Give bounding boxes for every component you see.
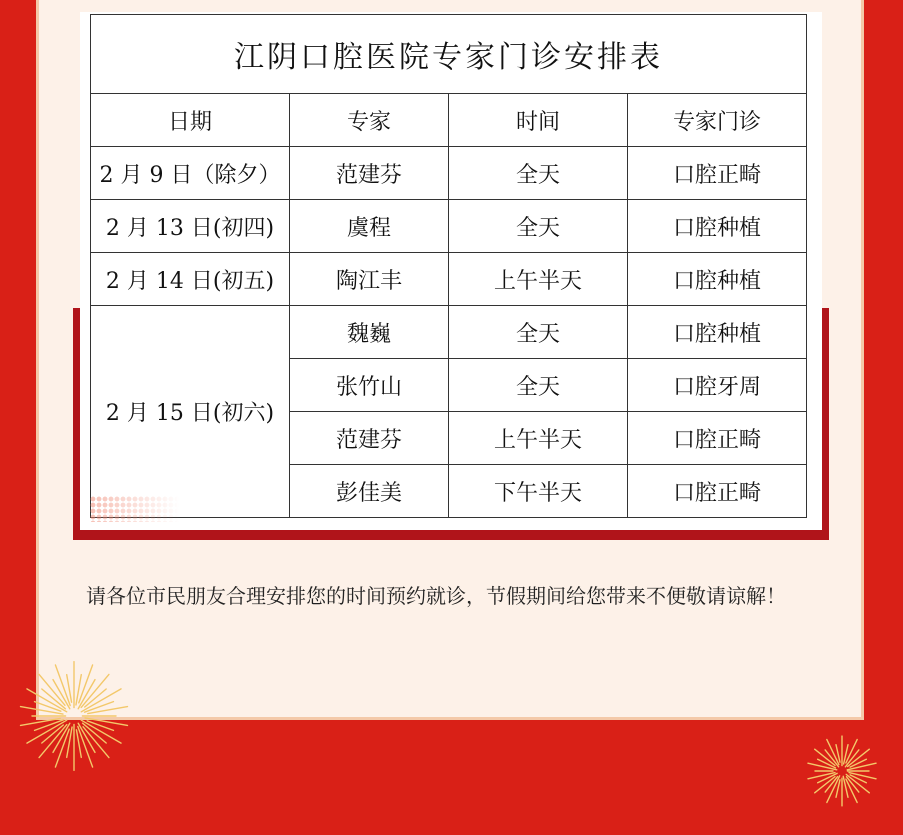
cell-clinic: 口腔种植: [628, 253, 807, 306]
cell-date: 2 月 9 日（除夕）: [91, 147, 290, 200]
cell-clinic: 口腔种植: [628, 200, 807, 253]
firework-icon: [18, 660, 130, 772]
notice-text: 请各位市民朋友合理安排您的时间预约就诊，节假期间给您带来不便敬请谅解！: [86, 584, 786, 608]
table-row: [91, 200, 807, 253]
schedule-table: [90, 14, 807, 518]
header-clinic: 专家门诊: [628, 94, 807, 147]
cell-expert: 彭佳美: [290, 465, 449, 518]
cell-clinic: 口腔种植: [628, 306, 807, 359]
header-time: 时间: [449, 94, 628, 147]
cell-clinic: 口腔正畸: [628, 147, 807, 200]
cell-clinic: 口腔正畸: [628, 412, 807, 465]
table-row: [91, 253, 807, 306]
header-expert: 专家: [290, 94, 449, 147]
firework-icon: [806, 735, 878, 807]
cell-time: 全天: [449, 359, 628, 412]
cell-time: 下午半天: [449, 465, 628, 518]
cell-expert: 范建芬: [290, 412, 449, 465]
cell-expert: 魏巍: [290, 306, 449, 359]
cell-clinic: 口腔牙周: [628, 359, 807, 412]
cell-expert: 张竹山: [290, 359, 449, 412]
cell-date: 2 月 13 日(初四): [91, 200, 290, 253]
header-date: 日期: [91, 94, 290, 147]
cell-clinic: 口腔正畸: [628, 465, 807, 518]
schedule-card: [80, 12, 822, 530]
cell-date: 2 月 15 日(初六): [91, 306, 290, 518]
cell-time: 全天: [449, 200, 628, 253]
cell-date: 2 月 14 日(初五): [91, 253, 290, 306]
dot-pattern-decoration: [90, 496, 180, 522]
cell-expert: 范建芬: [290, 147, 449, 200]
cell-time: 全天: [449, 147, 628, 200]
table-row: [91, 147, 807, 200]
cell-time: 全天: [449, 306, 628, 359]
cell-expert: 虞程: [290, 200, 449, 253]
table-header-row: [91, 94, 807, 147]
table-row: [91, 306, 807, 359]
cell-expert: 陶江丰: [290, 253, 449, 306]
cell-time: 上午半天: [449, 412, 628, 465]
cell-time: 上午半天: [449, 253, 628, 306]
table-title: 江阴口腔医院专家门诊安排表: [91, 15, 807, 94]
